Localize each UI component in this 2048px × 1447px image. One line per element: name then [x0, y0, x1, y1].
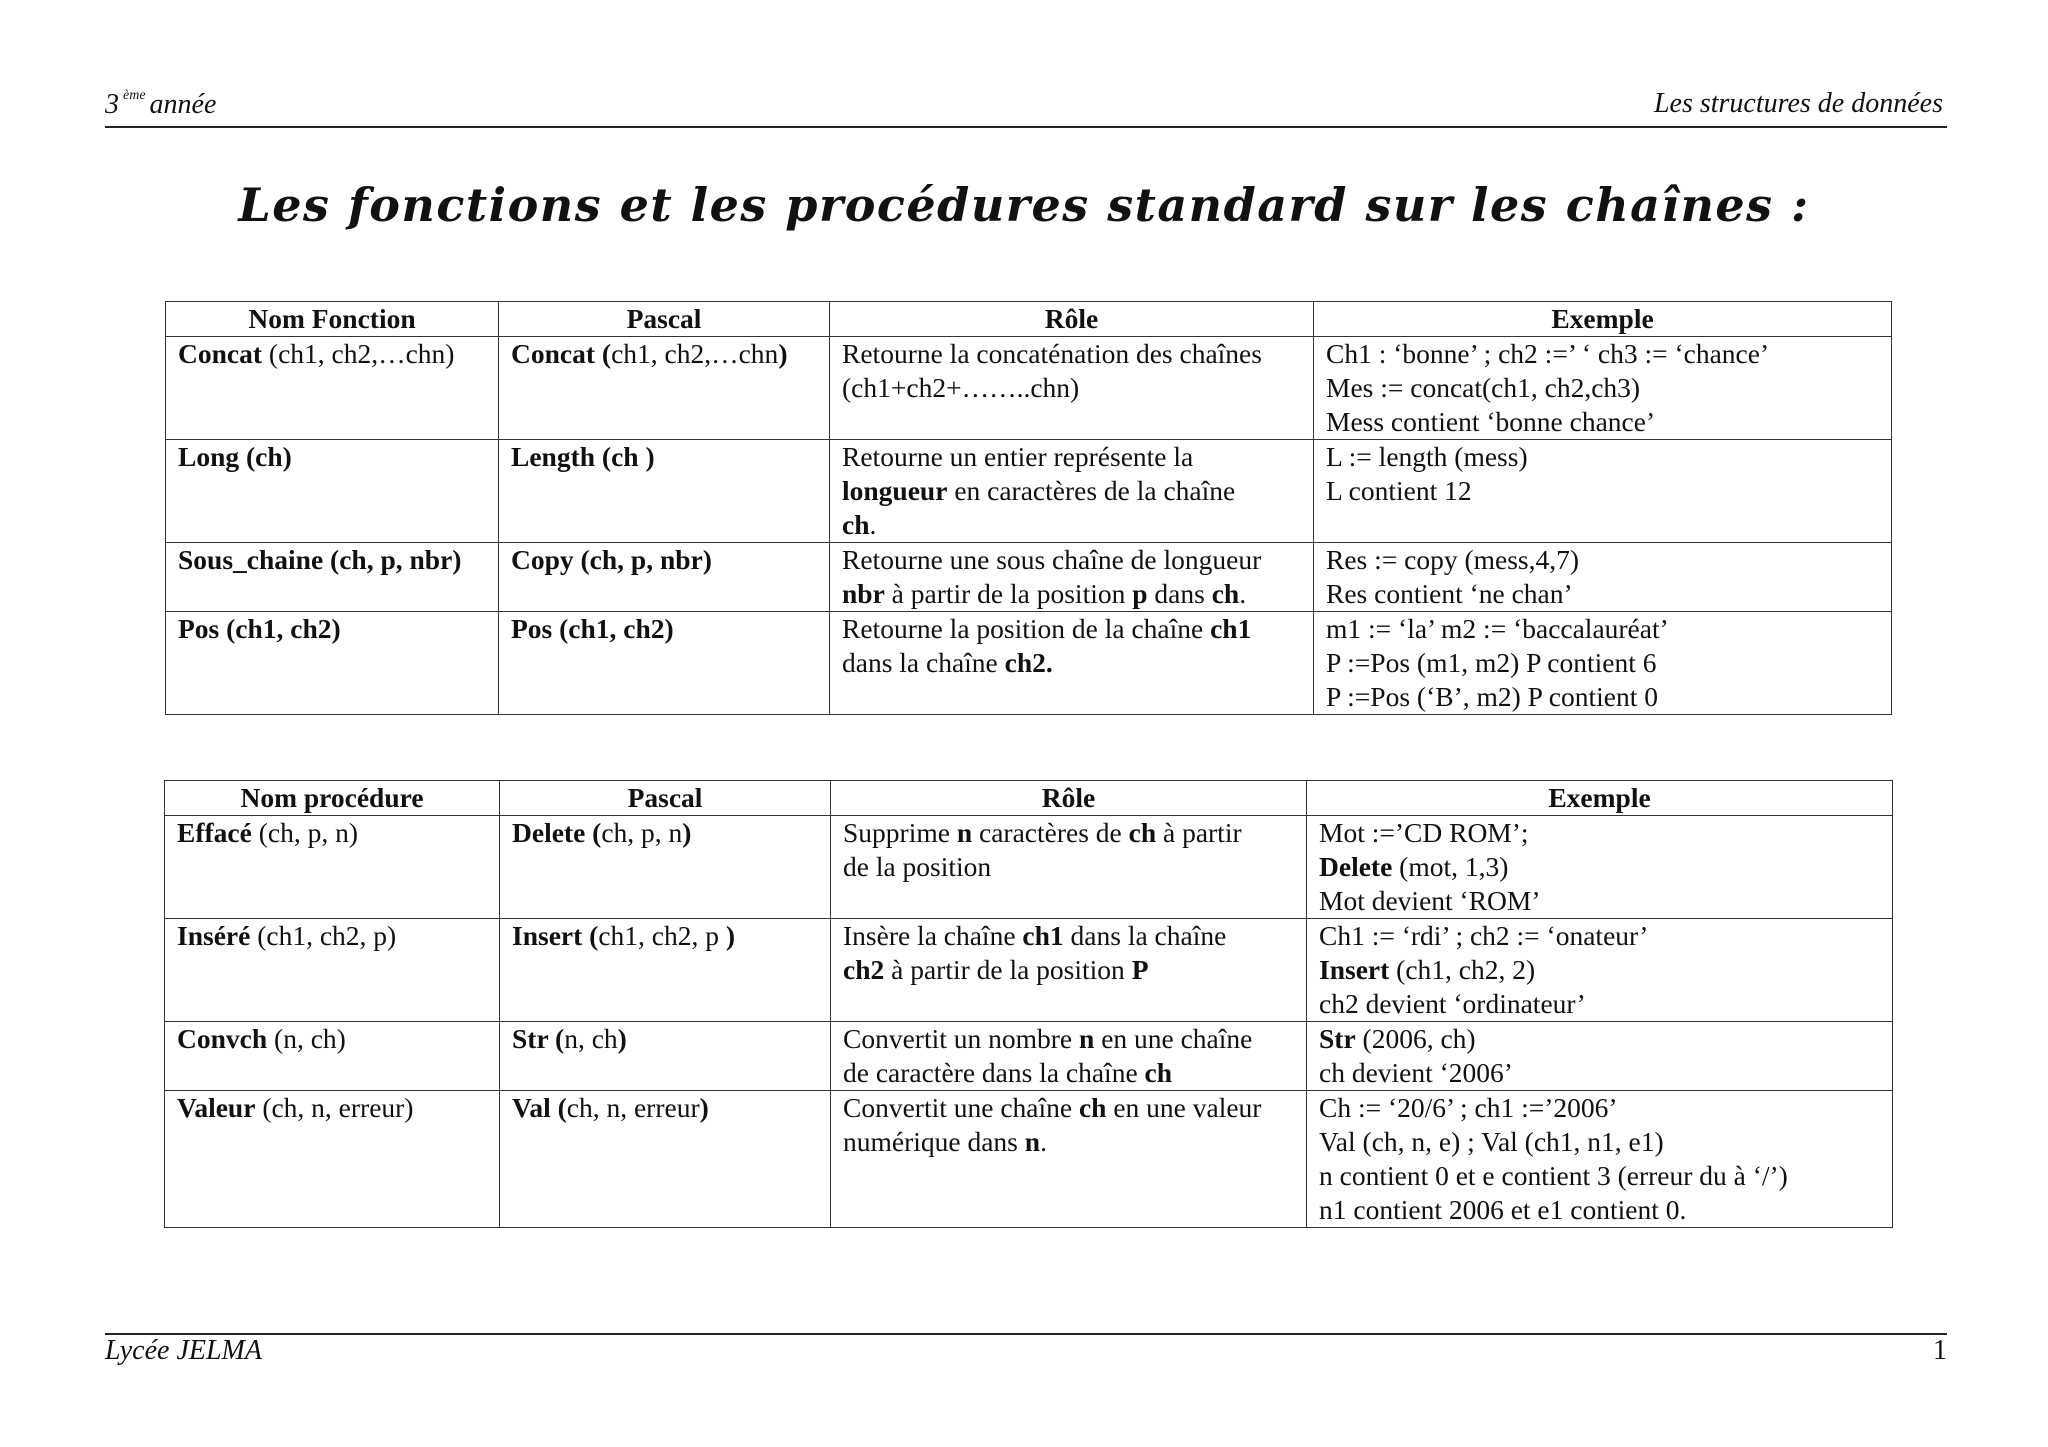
- role-cell: Insère la chaîne ch1 dans la chaîne ch2 à partir de la position P: [831, 919, 1307, 1022]
- pascal-cell: Val (ch, n, erreur): [500, 1091, 831, 1228]
- header-class-sup: ème: [123, 88, 146, 103]
- table-row: [165, 1022, 1893, 1091]
- procedure-name-cell: Effacé (ch, p, n): [165, 816, 500, 919]
- col-header-name: Nom Fonction: [166, 302, 499, 337]
- footer-school-name: Lycée JELMA: [105, 1335, 262, 1366]
- pascal-cell: Copy (ch, p, nbr): [499, 543, 830, 612]
- pascal-cell: Pos (ch1, ch2): [499, 612, 830, 715]
- role-cell: Retourne une sous chaîne de longueur nbr à partir de la position p dans ch.: [830, 543, 1314, 612]
- col-header-role: Rôle: [831, 781, 1307, 816]
- table-row: [166, 612, 1892, 715]
- pascal-cell: Insert (ch1, ch2, p ): [500, 919, 831, 1022]
- table-row: [165, 816, 1893, 919]
- function-name-cell: Sous_chaine (ch, p, nbr): [166, 543, 499, 612]
- example-cell: m1 := ‘la’ m2 := ‘baccalauréat’ P :=Pos (m1, m2) P contient 6 P :=Pos (‘B’, m2) P contient 0: [1314, 612, 1892, 715]
- table-row: [165, 1091, 1893, 1228]
- procedures-table: [164, 780, 1893, 1228]
- header-rule: [105, 126, 1947, 128]
- pascal-cell: Str (n, ch): [500, 1022, 831, 1091]
- procedure-name-cell: Valeur (ch, n, erreur): [165, 1091, 500, 1228]
- example-cell: Ch := ‘20/6’ ; ch1 :=’2006’ Val (ch, n, e) ; Val (ch1, n1, e1) n contient 0 et e contient 3 (erreur du à ‘/’) n1 contient 2006 et e1 contient 0.: [1307, 1091, 1893, 1228]
- pascal-cell: Concat (ch1, ch2,…chn): [499, 337, 830, 440]
- col-header-example: Exemple: [1307, 781, 1893, 816]
- functions-table-header-row: [166, 302, 1892, 337]
- role-cell: Retourne la concaténation des chaînes (ch1+ch2+……..chn): [830, 337, 1314, 440]
- pascal-cell: Length (ch ): [499, 440, 830, 543]
- col-header-role: Rôle: [830, 302, 1314, 337]
- col-header-pascal: Pascal: [499, 302, 830, 337]
- example-cell: L := length (mess) L contient 12: [1314, 440, 1892, 543]
- header-class-label: [105, 88, 216, 121]
- header-chapter-title: Les structures de données: [1653, 88, 1943, 119]
- table-row: [165, 919, 1893, 1022]
- procedure-name-cell: Inséré (ch1, ch2, p): [165, 919, 500, 1022]
- table-row: [166, 337, 1892, 440]
- col-header-name: Nom procédure: [165, 781, 500, 816]
- footer-rule: [105, 1333, 1947, 1335]
- example-cell: Res := copy (mess,4,7) Res contient ‘ne chan’: [1314, 543, 1892, 612]
- page-number: 1: [1933, 1335, 1947, 1366]
- example-cell: Ch1 := ‘rdi’ ; ch2 := ‘onateur’ Insert (ch1, ch2, 2) ch2 devient ‘ordinateur’: [1307, 919, 1893, 1022]
- function-name-cell: Long (ch): [166, 440, 499, 543]
- functions-table: [165, 301, 1892, 715]
- col-header-pascal: Pascal: [500, 781, 831, 816]
- role-cell: Convertit un nombre n en une chaîne de caractère dans la chaîne ch: [831, 1022, 1307, 1091]
- table-row: [166, 543, 1892, 612]
- role-cell: Retourne un entier représente la longueur en caractères de la chaîne ch.: [830, 440, 1314, 543]
- role-cell: Retourne la position de la chaîne ch1 dans la chaîne ch2.: [830, 612, 1314, 715]
- role-cell: Supprime n caractères de ch à partir de la position: [831, 816, 1307, 919]
- role-cell: Convertit une chaîne ch en une valeur numérique dans n.: [831, 1091, 1307, 1228]
- procedure-name-cell: Convch (n, ch): [165, 1022, 500, 1091]
- procedures-table-header-row: [165, 781, 1893, 816]
- example-cell: Mot :=’CD ROM’; Delete (mot, 1,3) Mot devient ‘ROM’: [1307, 816, 1893, 919]
- header-class-suffix: année: [149, 89, 217, 120]
- col-header-example: Exemple: [1314, 302, 1892, 337]
- function-name-cell: Pos (ch1, ch2): [166, 612, 499, 715]
- example-cell: Str (2006, ch) ch devient ‘2006’: [1307, 1022, 1893, 1091]
- header-class-number: 3: [105, 89, 119, 120]
- page-title: Les fonctions et les procédures standard sur les chaînes :: [238, 178, 1810, 232]
- function-name-cell: Concat (ch1, ch2,…chn): [166, 337, 499, 440]
- pascal-cell: Delete (ch, p, n): [500, 816, 831, 919]
- example-cell: Ch1 : ‘bonne’ ; ch2 :=’ ‘ ch3 := ‘chance’ Mes := concat(ch1, ch2,ch3) Mess contient ‘bonne chance’: [1314, 337, 1892, 440]
- table-row: [166, 440, 1892, 543]
